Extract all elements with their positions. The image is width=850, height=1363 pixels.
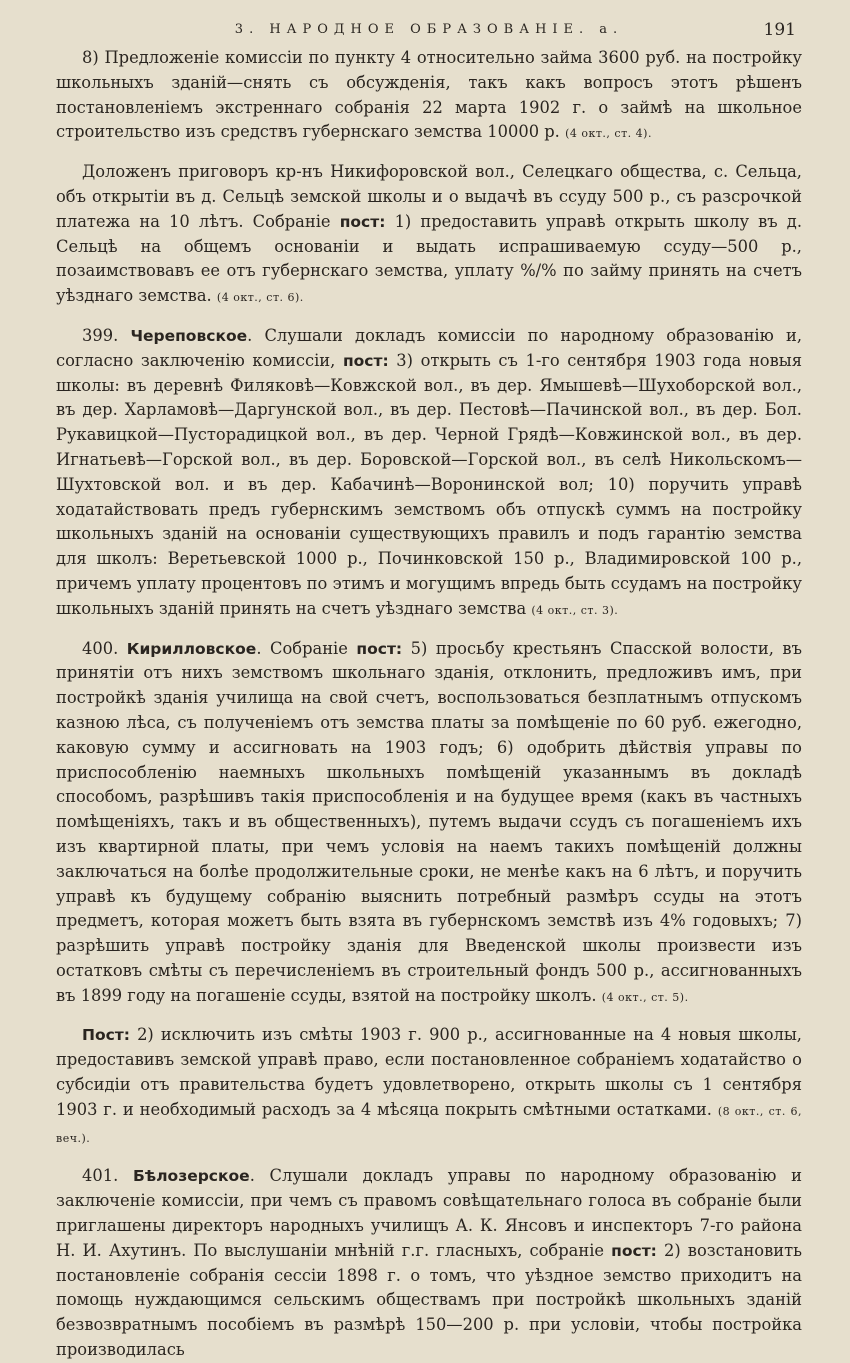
section-number: 400.: [82, 638, 119, 658]
session-reference: (4 окт., ст. 6).: [216, 291, 304, 305]
paragraph-nikiforovskaya: [56, 160, 802, 311]
session-reference: (4 окт., ст. 5).: [601, 990, 689, 1004]
page-number: 191: [763, 20, 796, 40]
resolution-marker: пост:: [611, 1241, 657, 1260]
page-header: [56, 18, 802, 46]
zemstvo-name: Кирилловское: [126, 639, 257, 658]
paragraph-text: 1) предоставить управѣ открыть школу въ д. Сельцѣ на общемъ основаніи и выдать испрашиваемую ссуду—500 р., позаимствовавъ ее отъ губернскаго земства, уплату %/% по займу принять на счетъ уѣзднаго земства.: [56, 211, 802, 306]
section-399-cherepovets: [56, 324, 802, 624]
resolution-marker: пост:: [339, 212, 386, 231]
paragraph-item-8: [56, 46, 802, 147]
paragraph-text: 3) открыть съ 1-го сентября 1903 года новыя школы: въ деревнѣ Филяковѣ—Ковжской вол., въ дер. Ямышевѣ—Шухоборской вол., въ дер. Харламовѣ—Даргунской вол., въ дер. Пестовѣ—Пачинской вол., въ дер. Бол. Рукавицкой—Пусторадицкой вол., въ дер. Черной Грядѣ—Ковжинской вол., въ дер. Игнатьевѣ—Горской вол., въ дер. Боровской—Горской вол., въ селѣ Никольскомъ—Шухтовской вол. и въ дер. Кабачинѣ—Воронинской вол; 10) поручить управѣ ходатайствовать предъ губернскимъ земствомъ объ отпускѣ суммъ на постройку школьныхъ зданій на основаніи существующихъ правилъ и подъ гарантію земства для школъ: Веретьевской 1000 р., Починковской 150 р., Владимировской 100 р., причемъ уплату процентовъ по этимъ и могущимъ впредь быть ссудамъ на постройку школьныхъ зданій принять на счетъ уѣзднаго земства: [56, 350, 803, 618]
paragraph-text: 8) Предложеніе комиссіи по пункту 4 относительно займа 3600 руб. на постройку школьныхъ зданій—снять съ обсужденія, такъ какъ вопросъ этотъ рѣшенъ постановленіемъ экстреннаго собранія 22 марта 1902 г. о займѣ на школьное строительство изъ средствъ губернскаго земства 10000 р.: [56, 48, 802, 142]
section-number: 399.: [82, 325, 119, 345]
resolution-marker: пост:: [356, 639, 403, 658]
paragraph-text: 5) просьбу крестьянъ Спасской волости, въ принятіи отъ нихъ земствомъ школьнаго зданія, отклонить, предложивъ имъ, при постройкѣ зданія училища на свой счетъ, воспользоваться безплатнымъ отпускомъ казною лѣса, съ полученіемъ отъ земства платы за помѣщеніе по 60 руб. ежегодно, каковую сумму и ассигновать на 1903 годъ; 6) одобрить дѣйствія управы по приспособленію наемныхъ школьныхъ помѣщеній указаннымъ въ докладѣ способомъ, разрѣшивъ такія приспособленія и на будущее время (какъ въ частныхъ помѣщеніяхъ, такъ и въ общественныхъ), путемъ выдачи ссудъ съ погашеніемъ ихъ изъ квартирной платы, при чемъ условія на наемъ такихъ помѣщеній должны заключаться на болѣе продолжительные сроки, не менѣе какъ на 6 лѣтъ, и поручить управѣ къ будущему собранію выяснить потребный размѣръ ссуды на этотъ предметъ, которая можетъ быть взята въ губернскомъ земствѣ изъ 4% годовыхъ; 7) разрѣшить управѣ постройку зданія для Введенской школы произвести изъ остатковъ смѣты съ перечисленіемъ въ строительный фондъ 500 р., ассигнованныхъ въ 1899 году на погашеніе ссуды, взятой на постройку школъ.: [56, 638, 802, 1005]
paragraph-text: 2) возстановить постановленіе собранія сессіи 1898 г. о томъ, что уѣздное земство приходитъ на помощь нуждающимся сельскимъ обществамъ при постройкѣ школьныхъ зданій безвозвратнымъ пособіемъ въ размѣрѣ 150—200 р. при условіи, чтобы постройка производилась: [56, 1240, 802, 1360]
paragraph-text: 2) исключить изъ смѣты 1903 г. 900 р., ассигнованные на 4 новыя школы, предоставивъ земской управѣ право, если постановленное собраніемъ ходатайство о субсидіи отъ правительства будетъ удовлетворено, открыть школы съ 1 сентября 1903 г. и необходимый расходъ за 4 мѣсяца покрыть смѣтными остатками.: [56, 1025, 802, 1119]
session-reference: (4 окт., ст. 4).: [565, 127, 652, 141]
paragraph-text: . Собраніе: [256, 638, 348, 658]
paragraph-text: . Слушали докладъ управы по народному образованію и заключеніе комиссіи, при чемъ съ правомъ совѣщательнаго голоса въ собраніе были приглашены директоръ народныхъ училищъ А. К. Янсовъ и инспекторъ 7-го района Н. И. Ахутинъ. По выслушаніи мнѣній г.г. гласныхъ, собраніе: [56, 1166, 802, 1260]
paragraph-text: . Слушали докладъ комиссіи по народному образованію и, согласно заключенію комиссіи,: [56, 325, 802, 370]
section-401-belozersk: [56, 1164, 802, 1362]
zemstvo-name: Череповское: [130, 326, 248, 345]
session-reference: (4 окт., ст. 3).: [531, 603, 619, 617]
section-400-kirillov: [56, 637, 802, 1011]
paragraph-text: Доложенъ приговоръ кр-нъ Никифоровской вол., Селецкаго общества, с. Сельца, объ открытіи въ д. Сельцѣ земской школы и о выдачѣ въ ссуду 500 р., съ разсрочкой платежа на 10 лѣтъ. Собраніе: [56, 162, 802, 231]
paragraph-kirillov-resolution: [56, 1023, 802, 1151]
running-title: 3. НАРОДНОЕ ОБРАЗОВАНІЕ. а.: [234, 22, 624, 37]
section-number: 401.: [82, 1166, 119, 1186]
resolution-marker: пост:: [342, 351, 389, 370]
session-reference: (8 окт., ст. 6, веч.).: [56, 1104, 803, 1145]
resolution-marker: Пост:: [82, 1026, 130, 1045]
zemstvo-name: Бѣлозерское: [132, 1167, 250, 1186]
